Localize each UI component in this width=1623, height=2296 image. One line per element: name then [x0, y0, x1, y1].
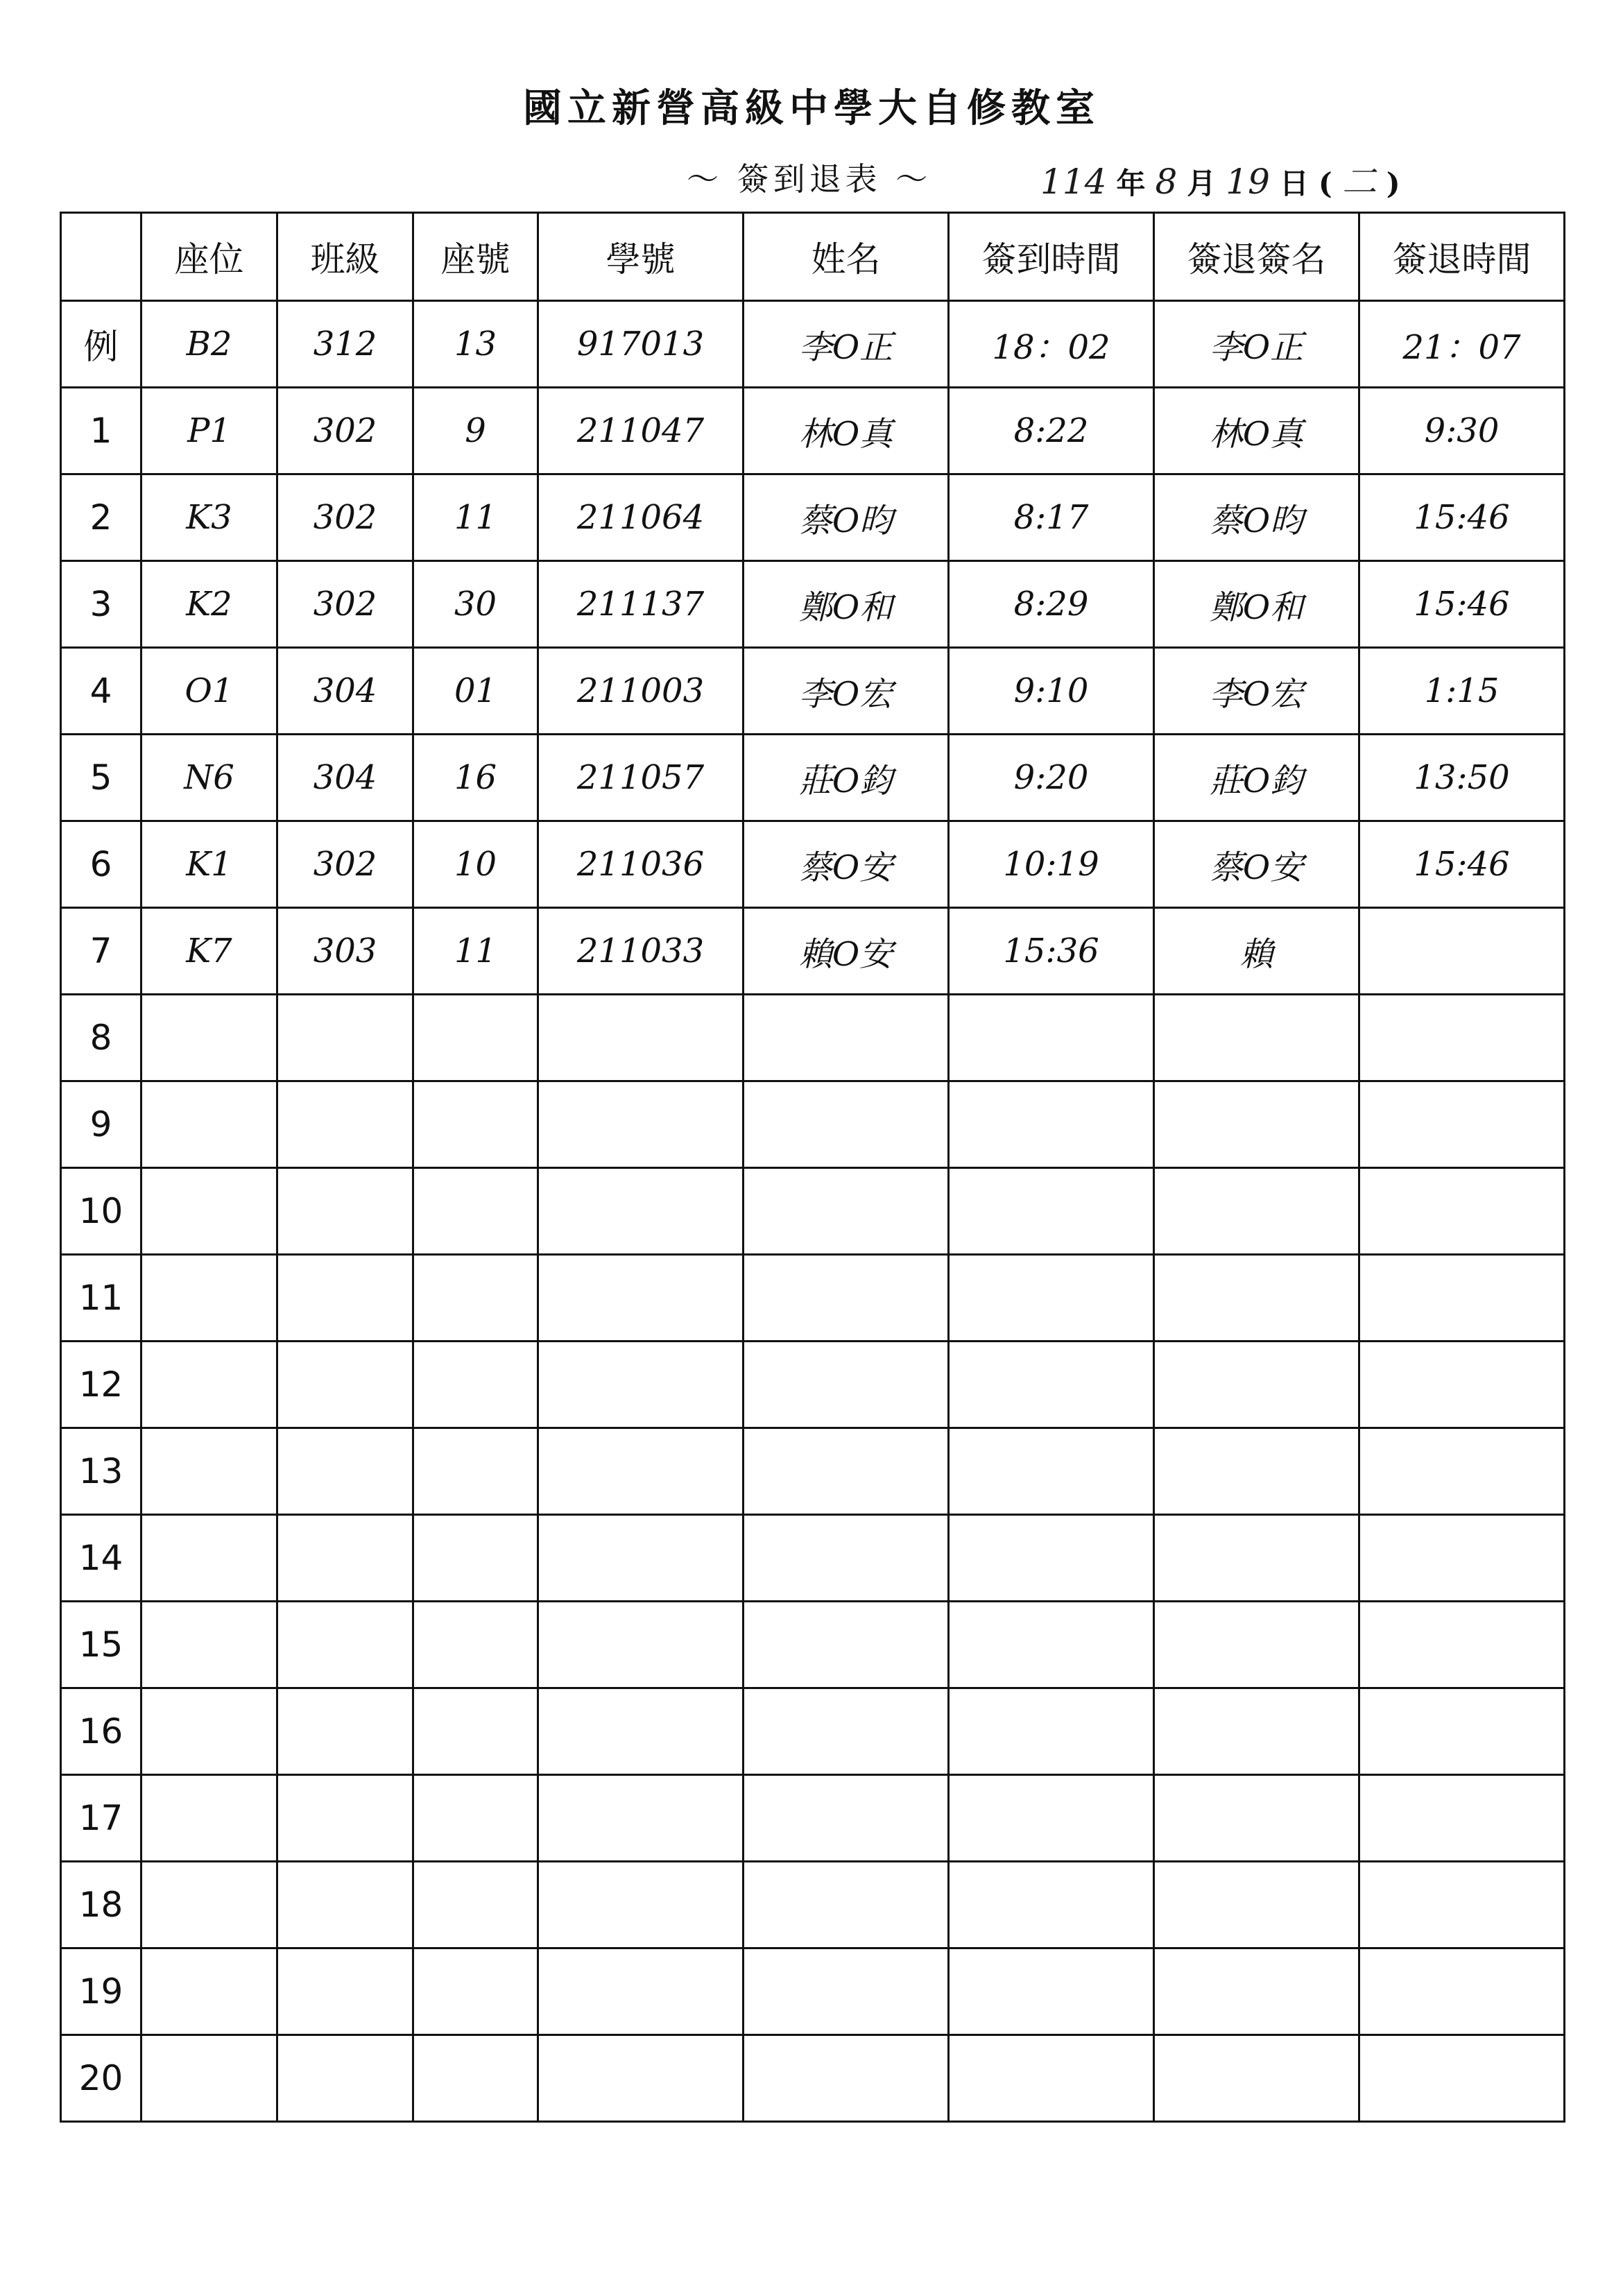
table-row	[61, 1168, 1565, 1255]
cell-seat: O1	[141, 648, 277, 735]
cell-class: 303	[277, 908, 413, 995]
cell-seat	[141, 1342, 277, 1428]
cell-sign-out-time	[1359, 1775, 1565, 1862]
example-signature: 李O正	[1154, 301, 1359, 388]
cell-sign-out-time	[1359, 1688, 1565, 1775]
table-row	[61, 1428, 1565, 1515]
row-number: 9	[61, 1081, 141, 1168]
cell-seat	[141, 2035, 277, 2122]
cell-seat-number	[413, 1602, 538, 1688]
cell-student-id	[538, 1775, 744, 1862]
cell-name	[744, 1081, 949, 1168]
cell-sign-in-time	[949, 1428, 1154, 1515]
cell-seat-number	[413, 1168, 538, 1255]
cell-sign-in-time	[949, 2035, 1154, 2122]
cell-name: 林O真	[744, 388, 949, 474]
cell-seat-number	[413, 995, 538, 1081]
cell-sign-out-time	[1359, 1862, 1565, 1948]
cell-sign-in-time: 15:36	[949, 908, 1154, 995]
cell-student-id	[538, 995, 744, 1081]
cell-student-id: 211064	[538, 474, 744, 561]
cell-signature: 莊O鈞	[1154, 735, 1359, 821]
cell-seat-number	[413, 1862, 538, 1948]
cell-sign-out-time: 9:30	[1359, 388, 1565, 474]
example-name: 李O正	[744, 301, 949, 388]
cell-name	[744, 1515, 949, 1602]
row-number: 11	[61, 1255, 141, 1342]
cell-student-id: 211047	[538, 388, 744, 474]
cell-signature: 李O宏	[1154, 648, 1359, 735]
cell-student-id: 211036	[538, 821, 744, 908]
cell-name	[744, 995, 949, 1081]
row-number: 4	[61, 648, 141, 735]
cell-signature	[1154, 2035, 1359, 2122]
cell-class	[277, 1515, 413, 1602]
cell-student-id: 211033	[538, 908, 744, 995]
cell-sign-out-time	[1359, 1342, 1565, 1428]
cell-signature	[1154, 1862, 1359, 1948]
table-row	[61, 908, 1565, 995]
table-row	[61, 1255, 1565, 1342]
example-label: 例	[61, 301, 141, 388]
day-label: 日	[1279, 166, 1309, 200]
date-month: 8	[1155, 162, 1178, 202]
cell-name	[744, 1862, 949, 1948]
cell-signature	[1154, 1515, 1359, 1602]
cell-sign-out-time	[1359, 1428, 1565, 1515]
header-seat: 座位	[141, 213, 277, 301]
cell-signature	[1154, 1948, 1359, 2035]
cell-class	[277, 2035, 413, 2122]
header-sign-out-signature: 簽退簽名	[1154, 213, 1359, 301]
cell-sign-out-time	[1359, 1168, 1565, 1255]
cell-signature	[1154, 1342, 1359, 1428]
table-row	[61, 1775, 1565, 1862]
table-row	[61, 995, 1565, 1081]
cell-name: 李O宏	[744, 648, 949, 735]
cell-class	[277, 1342, 413, 1428]
cell-seat: K2	[141, 561, 277, 648]
cell-seat-number	[413, 1688, 538, 1775]
page-title: 國立新營高級中學大自修教室	[523, 85, 1100, 131]
cell-class	[277, 1168, 413, 1255]
cell-student-id: 211137	[538, 561, 744, 648]
cell-seat-number	[413, 2035, 538, 2122]
cell-class	[277, 1862, 413, 1948]
cell-name	[744, 1948, 949, 2035]
cell-sign-in-time: 9:10	[949, 648, 1154, 735]
cell-signature	[1154, 1168, 1359, 1255]
cell-student-id: 211003	[538, 648, 744, 735]
table-row	[61, 648, 1565, 735]
table-row	[61, 1862, 1565, 1948]
table-row	[61, 561, 1565, 648]
cell-student-id	[538, 1688, 744, 1775]
date-year: 114	[1040, 162, 1107, 202]
row-number: 6	[61, 821, 141, 908]
table-row	[61, 388, 1565, 474]
cell-sign-in-time	[949, 1948, 1154, 2035]
example-class: 312	[277, 301, 413, 388]
table-row	[61, 2035, 1565, 2122]
header-name: 姓名	[744, 213, 949, 301]
example-seat: B2	[141, 301, 277, 388]
table-row	[61, 735, 1565, 821]
row-number: 18	[61, 1862, 141, 1948]
cell-sign-out-time	[1359, 1515, 1565, 1602]
cell-sign-in-time	[949, 995, 1154, 1081]
cell-student-id	[538, 1515, 744, 1602]
cell-class: 304	[277, 648, 413, 735]
cell-sign-out-time	[1359, 2035, 1565, 2122]
cell-sign-out-time	[1359, 1948, 1565, 2035]
cell-sign-in-time	[949, 1255, 1154, 1342]
cell-seat	[141, 1168, 277, 1255]
cell-signature	[1154, 1602, 1359, 1688]
row-number: 12	[61, 1342, 141, 1428]
row-number: 7	[61, 908, 141, 995]
cell-seat	[141, 1602, 277, 1688]
example-sign-out-time: 21：07	[1359, 301, 1565, 388]
cell-sign-out-time	[1359, 1081, 1565, 1168]
row-number: 16	[61, 1688, 141, 1775]
cell-student-id: 211057	[538, 735, 744, 821]
cell-sign-in-time	[949, 1342, 1154, 1428]
cell-sign-in-time	[949, 1602, 1154, 1688]
table-row	[61, 1515, 1565, 1602]
table-row	[61, 474, 1565, 561]
row-number: 17	[61, 1775, 141, 1862]
example-row	[61, 301, 1565, 388]
table-row	[61, 1688, 1565, 1775]
cell-name: 莊O鈞	[744, 735, 949, 821]
cell-signature	[1154, 1255, 1359, 1342]
cell-seat-number: 10	[413, 821, 538, 908]
cell-class	[277, 1688, 413, 1775]
row-number: 10	[61, 1168, 141, 1255]
date-day: 19	[1226, 162, 1270, 202]
cell-signature	[1154, 1428, 1359, 1515]
header-student-id: 學號	[538, 213, 744, 301]
cell-student-id	[538, 1428, 744, 1515]
cell-seat	[141, 1255, 277, 1342]
cell-seat: N6	[141, 735, 277, 821]
cell-name	[744, 1342, 949, 1428]
cell-sign-out-time: 1:15	[1359, 648, 1565, 735]
table-row	[61, 1342, 1565, 1428]
row-number: 14	[61, 1515, 141, 1602]
example-seat-number: 13	[413, 301, 538, 388]
cell-seat-number	[413, 1255, 538, 1342]
table-row	[61, 1948, 1565, 2035]
header-seat-number: 座號	[413, 213, 538, 301]
cell-sign-in-time	[949, 1688, 1154, 1775]
cell-class	[277, 1428, 413, 1515]
cell-class	[277, 1081, 413, 1168]
year-label: 年	[1116, 166, 1146, 200]
cell-signature: 林O真	[1154, 388, 1359, 474]
cell-seat-number	[413, 1515, 538, 1602]
row-number: 5	[61, 735, 141, 821]
cell-signature	[1154, 995, 1359, 1081]
cell-name	[744, 1168, 949, 1255]
cell-seat-number: 30	[413, 561, 538, 648]
cell-seat-number	[413, 1948, 538, 2035]
cell-sign-in-time	[949, 1775, 1154, 1862]
cell-class: 302	[277, 388, 413, 474]
cell-sign-in-time	[949, 1168, 1154, 1255]
cell-sign-in-time: 8:29	[949, 561, 1154, 648]
cell-seat: K1	[141, 821, 277, 908]
cell-name	[744, 1688, 949, 1775]
cell-class: 302	[277, 561, 413, 648]
cell-sign-in-time: 8:17	[949, 474, 1154, 561]
cell-student-id	[538, 1342, 744, 1428]
cell-student-id	[538, 1081, 744, 1168]
cell-signature	[1154, 1775, 1359, 1862]
header-sign-in-time: 簽到時間	[949, 213, 1154, 301]
cell-name	[744, 1775, 949, 1862]
cell-sign-in-time: 9:20	[949, 735, 1154, 821]
cell-seat	[141, 1862, 277, 1948]
cell-signature: 鄭O和	[1154, 561, 1359, 648]
cell-sign-out-time: 15:46	[1359, 474, 1565, 561]
cell-class	[277, 1948, 413, 2035]
cell-seat	[141, 1081, 277, 1168]
cell-seat-number	[413, 1081, 538, 1168]
cell-student-id	[538, 1255, 744, 1342]
cell-sign-out-time	[1359, 1255, 1565, 1342]
cell-sign-out-time: 15:46	[1359, 821, 1565, 908]
cell-seat: P1	[141, 388, 277, 474]
cell-seat-number	[413, 1775, 538, 1862]
example-sign-in-time: 18：02	[949, 301, 1154, 388]
header-index	[61, 213, 141, 301]
cell-signature	[1154, 1081, 1359, 1168]
cell-sign-out-time	[1359, 1602, 1565, 1688]
cell-class: 304	[277, 735, 413, 821]
cell-seat-number: 11	[413, 908, 538, 995]
cell-seat	[141, 1428, 277, 1515]
table-row	[61, 821, 1565, 908]
cell-name	[744, 1428, 949, 1515]
cell-seat: K3	[141, 474, 277, 561]
cell-name	[744, 2035, 949, 2122]
cell-sign-in-time	[949, 1081, 1154, 1168]
cell-signature: 賴	[1154, 908, 1359, 995]
row-number: 13	[61, 1428, 141, 1515]
row-number: 20	[61, 2035, 141, 2122]
table-row	[61, 1081, 1565, 1168]
cell-class	[277, 1255, 413, 1342]
cell-sign-out-time: 15:46	[1359, 561, 1565, 648]
month-label: 月	[1187, 166, 1217, 200]
cell-student-id	[538, 2035, 744, 2122]
weekday-close-paren: )	[1386, 166, 1400, 200]
cell-signature: 蔡O昀	[1154, 474, 1359, 561]
cell-seat	[141, 1515, 277, 1602]
cell-student-id	[538, 1862, 744, 1948]
cell-sign-in-time: 10:19	[949, 821, 1154, 908]
cell-class	[277, 1775, 413, 1862]
cell-seat	[141, 1948, 277, 2035]
cell-seat-number: 16	[413, 735, 538, 821]
row-number: 1	[61, 388, 141, 474]
cell-name	[744, 1255, 949, 1342]
cell-sign-out-time	[1359, 995, 1565, 1081]
cell-name: 賴O安	[744, 908, 949, 995]
cell-class: 302	[277, 474, 413, 561]
cell-seat-number: 01	[413, 648, 538, 735]
cell-sign-in-time	[949, 1862, 1154, 1948]
cell-seat-number	[413, 1428, 538, 1515]
cell-class: 302	[277, 821, 413, 908]
header-sign-out-time: 簽退時間	[1359, 213, 1565, 301]
cell-seat-number: 11	[413, 474, 538, 561]
cell-sign-out-time	[1359, 908, 1565, 995]
header-row	[61, 213, 1565, 301]
row-number: 15	[61, 1602, 141, 1688]
date-line	[1040, 154, 1400, 204]
row-number: 19	[61, 1948, 141, 2035]
row-number: 2	[61, 474, 141, 561]
form-subtitle: ～ 簽到退表 ～	[687, 160, 932, 198]
cell-signature: 蔡O安	[1154, 821, 1359, 908]
cell-name: 鄭O和	[744, 561, 949, 648]
sign-in-table	[60, 212, 1565, 2123]
cell-seat	[141, 1688, 277, 1775]
cell-name: 蔡O安	[744, 821, 949, 908]
cell-seat	[141, 995, 277, 1081]
cell-seat-number: 9	[413, 388, 538, 474]
row-number: 8	[61, 995, 141, 1081]
cell-sign-out-time: 13:50	[1359, 735, 1565, 821]
example-student-id: 917013	[538, 301, 744, 388]
cell-name: 蔡O昀	[744, 474, 949, 561]
weekday-open-paren: (	[1318, 166, 1332, 200]
header-class: 班級	[277, 213, 413, 301]
cell-student-id	[538, 1602, 744, 1688]
cell-signature	[1154, 1688, 1359, 1775]
cell-student-id	[538, 1168, 744, 1255]
cell-seat: K7	[141, 908, 277, 995]
cell-student-id	[538, 1948, 744, 2035]
cell-class	[277, 1602, 413, 1688]
cell-sign-in-time	[949, 1515, 1154, 1602]
cell-seat-number	[413, 1342, 538, 1428]
cell-seat	[141, 1775, 277, 1862]
cell-name	[744, 1602, 949, 1688]
table-row	[61, 1602, 1565, 1688]
row-number: 3	[61, 561, 141, 648]
cell-class	[277, 995, 413, 1081]
date-weekday: 二	[1341, 162, 1377, 202]
cell-sign-in-time: 8:22	[949, 388, 1154, 474]
